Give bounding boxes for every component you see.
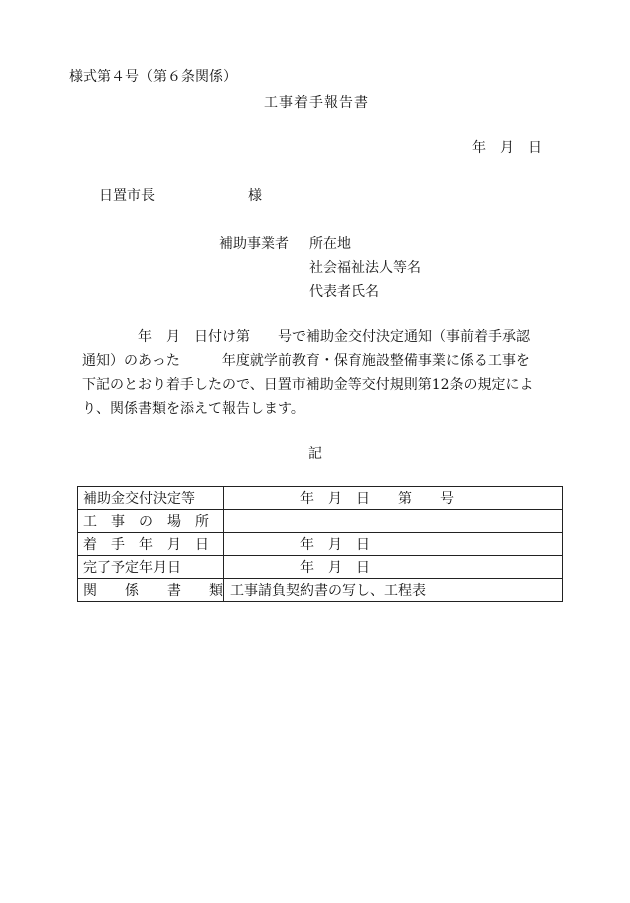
- table-row: [78, 510, 563, 533]
- row-value-start-date: 年 月 日: [224, 533, 563, 556]
- report-details-table: [77, 486, 563, 602]
- row-label-site: 工 事 の 場 所: [78, 510, 224, 533]
- row-label-completion-date: 完了予定年月日: [78, 556, 224, 579]
- row-label-documents: 関 係 書 類: [78, 579, 224, 602]
- table-row: [78, 556, 563, 579]
- row-value-documents: 工事請負契約書の写し、工程表: [224, 579, 563, 602]
- row-label-decision: 補助金交付決定等: [78, 487, 224, 510]
- date-line: 年 月 日: [472, 140, 542, 156]
- table-row: [78, 579, 563, 602]
- row-value-completion-date: 年 月 日: [224, 556, 563, 579]
- row-label-start-date: 着 手 年 月 日: [78, 533, 224, 556]
- body-paragraph-line: 年 月 日付け第 号で補助金交付決定通知（事前着手承認: [82, 329, 530, 345]
- body-paragraph-line: 通知）のあった 年度就学前教育・保育施設整備事業に係る工事を: [82, 353, 530, 369]
- note-heading: 記: [308, 446, 322, 462]
- representative-name-label: 代表者氏名: [309, 284, 379, 300]
- table-row: [78, 487, 563, 510]
- corporation-name-label: 社会福祉法人等名: [309, 260, 421, 276]
- body-paragraph-line: り、関係書類を添えて報告します。: [82, 401, 305, 417]
- addressee-honorific: 様: [248, 188, 262, 204]
- form-number: 様式第４号（第６条関係）: [69, 69, 237, 85]
- row-value-site: [224, 510, 563, 533]
- applicant-role-label: 補助事業者: [219, 236, 289, 252]
- location-label: 所在地: [309, 236, 351, 252]
- addressee-name: 日置市長: [99, 188, 155, 204]
- document-title: 工事着手報告書: [264, 95, 369, 111]
- body-paragraph-line: 下記のとおり着手したので、日置市補助金等交付規則第12条の規定によ: [82, 377, 534, 393]
- table-row: [78, 533, 563, 556]
- row-value-decision: 年 月 日 第 号: [224, 487, 563, 510]
